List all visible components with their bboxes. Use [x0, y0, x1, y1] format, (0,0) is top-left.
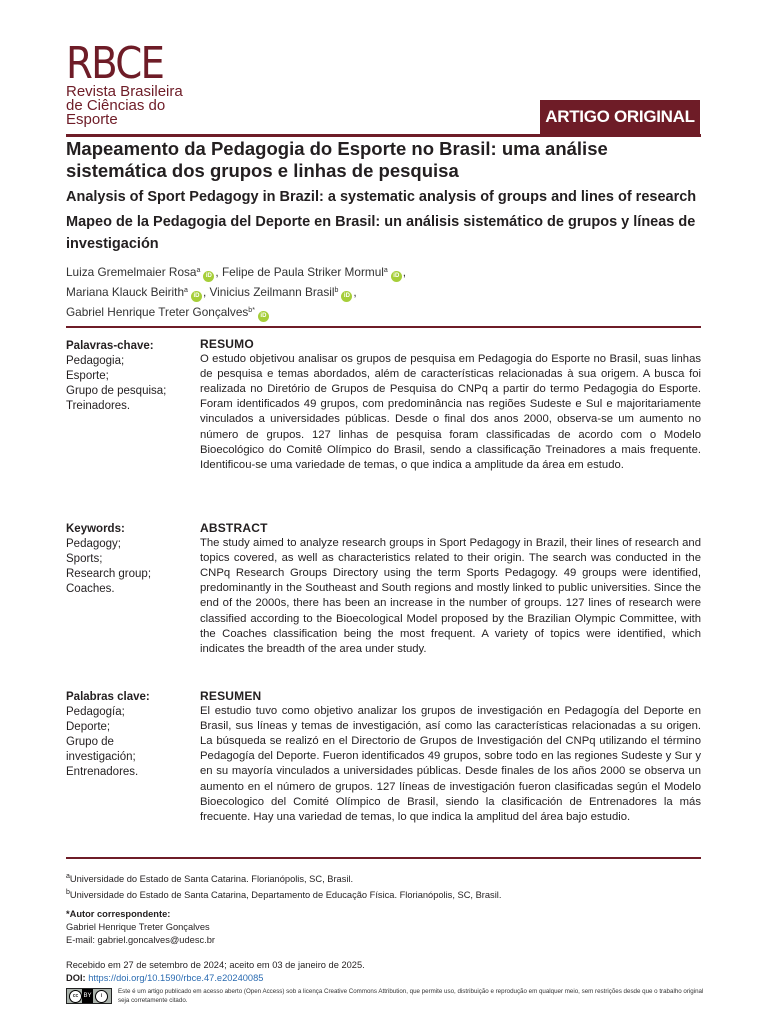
- keyword: Deporte;: [66, 721, 111, 733]
- author-separator: ,: [353, 285, 357, 299]
- author-name: Felipe de Paula Striker Mormul: [221, 265, 384, 279]
- orcid-icon[interactable]: iD: [341, 291, 352, 302]
- author: [210, 285, 357, 299]
- article-type-badge: ARTIGO ORIGINAL: [540, 100, 700, 134]
- journal-name-line-1: Revista Brasileira: [66, 83, 183, 100]
- attribution-icon: i: [95, 990, 108, 1003]
- section-rule: [66, 326, 701, 328]
- corresponding-heading: *Autor correspondente:: [66, 909, 171, 919]
- keyword: Coaches.: [66, 583, 115, 595]
- title-portuguese: Mapeamento da Pedagogia do Esporte no Brasil: uma análise sistemática dos grupos e linhas de pesquisa: [66, 138, 608, 181]
- author-list: [66, 262, 706, 322]
- doi-link[interactable]: https://doi.org/10.1590/rbce.47.e20240085: [88, 973, 264, 983]
- author: [66, 265, 219, 279]
- by-label: BY: [82, 989, 93, 1003]
- orcid-icon[interactable]: iD: [203, 271, 214, 282]
- affiliation-mark: a: [184, 287, 188, 294]
- abstract-spanish: [200, 689, 701, 825]
- footer-rule: [66, 857, 701, 859]
- doi-label: DOI:: [66, 973, 86, 983]
- orcid-icon[interactable]: iD: [258, 311, 269, 322]
- license-text: Este é um artigo publicado em acesso aberto (Open Access) sob a licença Creative Commons Attribution, que permite uso, distribuição e reprodução em qualquer meio, sem restrições desde que o trabalho original seja corretamente citado.: [118, 988, 704, 1004]
- author-separator: ,: [202, 285, 207, 299]
- keywords-portuguese: [66, 339, 186, 414]
- affiliation-mark: b: [66, 889, 70, 896]
- author-name: Luiza Gremelmaier Rosa: [66, 265, 197, 279]
- affiliation-mark: a: [196, 267, 201, 274]
- author-name: Gabriel Henrique Treter Gonçalves: [66, 305, 249, 319]
- orcid-icon[interactable]: iD: [391, 271, 402, 282]
- doi-line: [66, 972, 706, 985]
- affiliation-text: Universidade do Estado de Santa Catarina, Departamento de Educação Física. Florianópolis, SC, Brasil.: [69, 890, 502, 900]
- affiliation-a: [66, 870, 706, 886]
- abstract-text: El estudio tuvo como objetivo analizar los grupos de investigación en Pedagogía del Deporte en Brasil, sus líneas y temas de investigación, así como las características relacionadas a su origen. La búsqueda se realizó en el Directorio de Grupos de Investigación del CNPq utilizando el término Pedagogía del Deporte. Fueron identificados 49 grupos, sobre todo en las regiones Sudeste y Sur y en su mayoría vinculados a universidades públicas. Desde finales de los años 2000 se observa un aumento en el número de grupos. 127 líneas de investigación fueron clasificadas según el Modelo Bioecologico del Comité Olímpico de Brasil, siendo la clasificación de Entrenadores la más frecuente. Hay una variedad de temas, lo que indica la amplitud del área bajo estudio.: [200, 705, 701, 823]
- affiliation-mark: b*: [248, 307, 255, 314]
- affiliation-b: [66, 886, 706, 902]
- author: [66, 285, 206, 299]
- keyword: Pedagogia;: [66, 355, 125, 367]
- header-rule: [66, 134, 701, 137]
- author-name: Vinicius Zeilmann Brasil: [209, 285, 335, 299]
- keyword: Sports;: [66, 553, 103, 565]
- keyword: Esporte;: [66, 370, 109, 382]
- journal-acronym: RBCE: [66, 38, 164, 89]
- abstract-english: [200, 521, 701, 657]
- title-english: Analysis of Sport Pedagogy in Brazil: a systematic analysis of groups and lines of research: [66, 189, 697, 205]
- orcid-icon[interactable]: iD: [191, 291, 202, 302]
- keyword: Research group;: [66, 568, 152, 580]
- abstract-heading: ABSTRACT: [200, 521, 268, 535]
- affiliation-mark: b: [334, 287, 339, 294]
- keywords-english: [66, 522, 186, 597]
- keywords-spanish: [66, 690, 186, 780]
- keywords-heading: Palabras clave:: [66, 691, 150, 703]
- author: [222, 265, 406, 279]
- keyword: Grupo de pesquisa;: [66, 385, 167, 397]
- affiliation-text: Universidade do Estado de Santa Catarina. Florianópolis, SC, Brasil.: [69, 874, 354, 884]
- keyword: Entrenadores.: [66, 766, 139, 778]
- author-name: Mariana Klauck Beirith: [66, 285, 185, 299]
- abstract-heading: RESUMEN: [200, 689, 262, 703]
- keyword: Pedagogy;: [66, 538, 121, 550]
- keywords-heading: Palavras-chave:: [66, 340, 154, 352]
- affiliation-mark: a: [66, 873, 70, 880]
- corresponding-name: Gabriel Henrique Treter Gonçalves: [66, 922, 210, 932]
- affiliations: [66, 870, 706, 902]
- author: [66, 305, 270, 319]
- license-notice: [66, 987, 706, 1005]
- title-spanish: Mapeo de la Pedagogia del Deporte en Brasil: un análisis sistemático de grupos y líneas de investigación: [66, 214, 696, 252]
- abstract-heading: RESUMO: [200, 337, 254, 351]
- keyword: Grupo de investigación;: [66, 736, 136, 763]
- corresponding-email[interactable]: E-mail: gabriel.goncalves@udesc.br: [66, 935, 215, 945]
- author-separator: ,: [402, 265, 407, 279]
- abstract-text: O estudo objetivou analisar os grupos de pesquisa em Pedagogia do Esporte no Brasil, suas linhas de pesquisa e temas abordados, além de características relacionadas à sua origem. A busca foi realizada no Diretório de Grupos de Pesquisa do CNPq a partir do termo Pedagogia do Esporte. Foram identificados 49 grupos, com predominância nas regiões Sudeste e Sul e majoritariamente vinculados a universidades públicas. Desde o final dos anos 2000, observa-se um aumento no número de grupos. 127 linhas de pesquisa foram classificadas de acordo com o Modelo Bioecológico do Comitê Olímpico do Brasil, sendo a classificação Treinadores a mais frequente. Identificou-se uma variedade de temas, o que indica a amplitude da área em estudo.: [200, 353, 701, 471]
- abstract-portuguese: [200, 337, 701, 473]
- cc-icon: cc: [69, 990, 82, 1003]
- keywords-heading: Keywords:: [66, 523, 125, 535]
- journal-name-line-3: Esporte: [66, 111, 118, 128]
- author-separator: ,: [215, 265, 219, 279]
- creative-commons-badge[interactable]: [66, 988, 112, 1004]
- affiliation-mark: a: [383, 267, 388, 274]
- journal-name-line-2: de Ciências do: [66, 97, 166, 114]
- keyword: Treinadores.: [66, 400, 131, 412]
- journal-logo: [66, 38, 183, 128]
- corresponding-author: [66, 908, 706, 947]
- abstract-text: The study aimed to analyze research groups in Sport Pedagogy in Brazil, their lines of research and topics covered, as well as characteristics related to their origin. The search was conducted in the CNPq Research Groups Directory using the term Sports Pedagogy. 49 groups were identified, predominantly in the Southeast and South regions and mostly linked to public universities. Since the end of the 2000s, there has been an increase in the number of groups. 127 lines of research were classified according to the Bioecological Model proposed by the Brazilian Olympic Committee, with the Coaches classification being the most frequent. A variety of topics were identified, which indicates the breadth of the area under study.: [200, 537, 701, 655]
- received-dates: Recebido em 27 de setembro de 2024; aceito em 03 de janeiro de 2025.: [66, 960, 365, 970]
- keyword: Pedagogía;: [66, 706, 125, 718]
